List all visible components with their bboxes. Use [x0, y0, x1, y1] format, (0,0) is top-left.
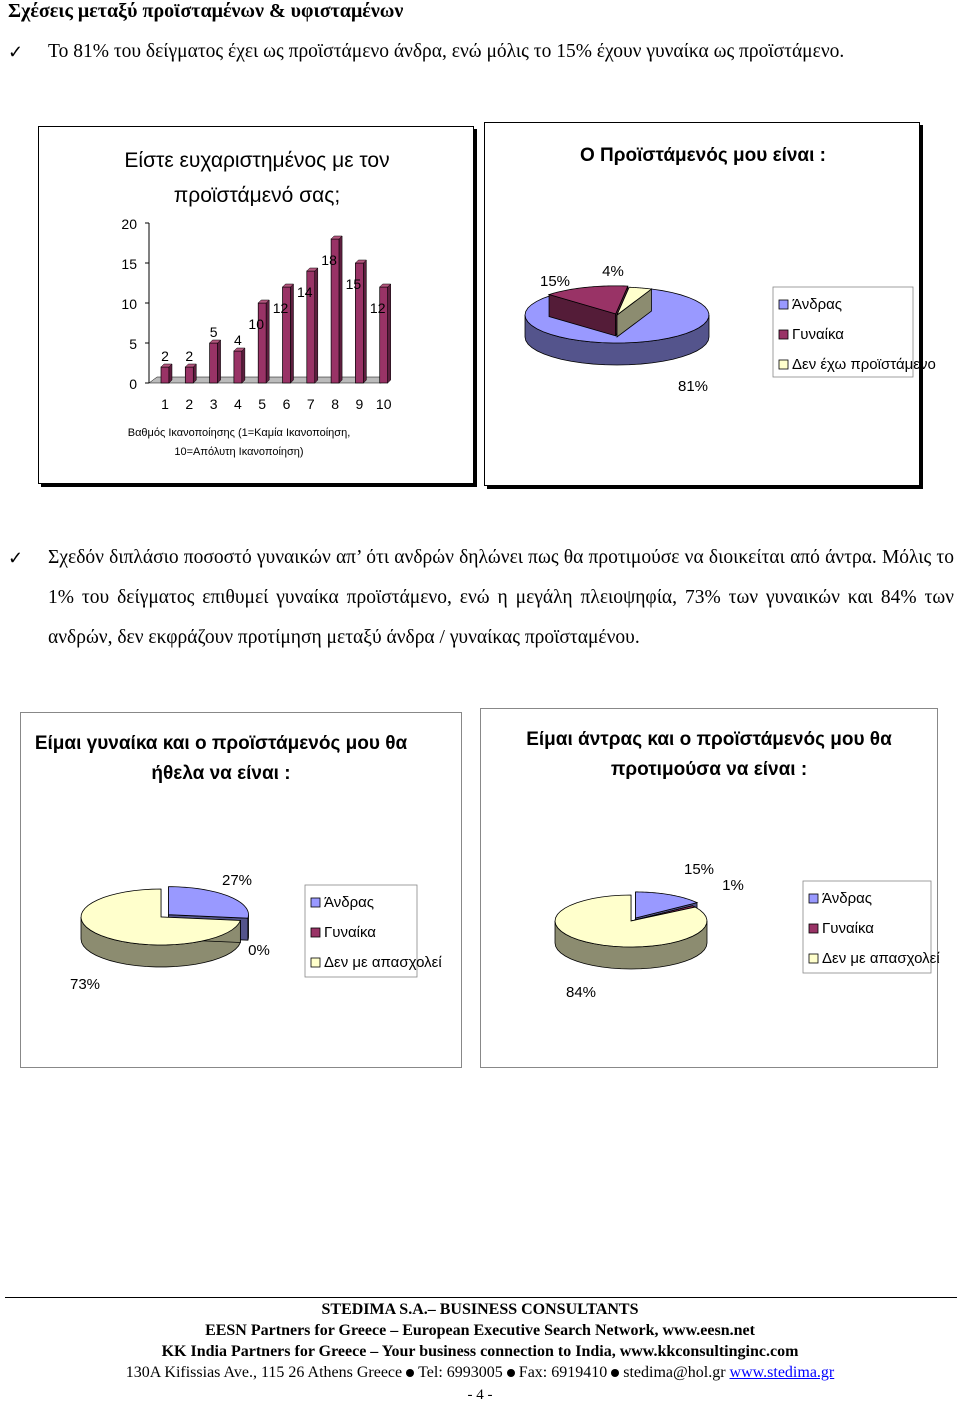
bar-value-label: 12 — [369, 300, 386, 316]
pie-value-label: 15% — [539, 273, 571, 290]
legend-swatch — [809, 954, 818, 963]
pie-value-label: 84% — [565, 984, 597, 1001]
bullet-paragraph-2: Σχεδόν διπλάσιο ποσοστό γυναικών απ’ ότι ανδρών δηλώνει πως θα προτιμούσε να διοικείται από άντρα. Μόλις το 1% του δείγματος επιθυμεί γυναίκα προϊστάμενο, ενώ η μεγάλη πλειοψηφία, 73% των γυναικών και 84% των ανδρών, δεν εκφράζουν προτίμηση μεταξύ άνδρα / γυναίκας προϊσταμένου. — [48, 547, 954, 648]
bar-side — [266, 300, 269, 383]
bar-value-label: 12 — [272, 300, 289, 316]
men-preference-pie-chart — [480, 708, 938, 1068]
y-tick-label: 5 — [129, 336, 137, 352]
bar-side — [315, 268, 318, 383]
legend-swatch — [809, 894, 818, 903]
bar-chart-svg — [39, 127, 473, 483]
y-tick-label: 0 — [129, 376, 137, 392]
bar-value-label: 18 — [321, 252, 337, 268]
satisfaction-bar-chart — [38, 126, 474, 484]
footer-company: STEDIMA S.A.– BUSINESS CONSULTANTS — [321, 1301, 639, 1318]
bar-front — [210, 343, 218, 383]
legend-label: Δεν με απασχολεί — [822, 950, 940, 967]
bar-value-label: 15 — [345, 276, 362, 292]
pie-value-label: 4% — [602, 263, 624, 280]
pie-chart-svg-1 — [485, 123, 936, 485]
footer-tel: Tel: 6993005 — [418, 1364, 503, 1381]
footer-eesn: EESN Partners for Greece – European Executive Search Network, www.eesn.net — [205, 1322, 755, 1339]
bar-value-label: 5 — [209, 324, 218, 340]
legend-swatch — [311, 928, 320, 937]
pie-slice — [169, 887, 249, 919]
chart-title-line: Είμαι άντρας και ο προϊστάμενός μου θα — [526, 729, 892, 750]
bar — [161, 364, 172, 383]
bar-side — [242, 348, 245, 383]
bar-side — [363, 260, 366, 383]
bar-side — [218, 340, 221, 383]
supervisor-gender-pie-chart — [484, 122, 936, 486]
bar-value-label: 2 — [161, 348, 169, 364]
chart-title-line: προτιμούσα να είναι : — [610, 759, 808, 780]
footer-email: stedima@hol.gr — [623, 1364, 726, 1381]
legend-label: Δεν με απασχολεί — [324, 954, 442, 971]
x-tick-label: 8 — [331, 396, 339, 412]
x-tick-label: 5 — [258, 396, 267, 412]
legend-label: Άνδρας — [822, 890, 873, 907]
y-tick-label: 20 — [121, 216, 137, 232]
pie-value-label: 81% — [677, 378, 709, 395]
footer-address: 130A Kifissias Ave., 115 26 Athens Greece — [125, 1364, 403, 1381]
chart-title-line: ήθελα να είναι : — [151, 763, 291, 784]
y-tick-label: 15 — [121, 256, 137, 272]
x-axis-label-line: Βαθμός Ικανοποίησης (1=Καμία Ικανοποίηση, — [127, 427, 351, 439]
bullet-paragraph-1: Το 81% του δείγματος έχει ως προϊστάμενο άνδρα, ενώ μόλις το 15% έχουν γυναίκα ως προϊστάμενο. — [48, 41, 845, 62]
legend-swatch — [779, 300, 788, 309]
legend-swatch — [311, 898, 320, 907]
legend-swatch — [779, 330, 788, 339]
x-tick-label: 9 — [355, 396, 364, 412]
section-heading: Σχέσεις μεταξύ προϊσταμένων & υφισταμένων — [8, 0, 404, 22]
pie-chart-svg-3 — [481, 709, 940, 1067]
x-tick-label: 10 — [375, 396, 392, 412]
legend-label: Άνδρας — [324, 894, 375, 911]
chart-title-line: Είμαι γυναίκα και ο προϊστάμενός μου θα — [34, 733, 408, 754]
x-tick-label: 6 — [282, 396, 291, 412]
legend-label: Γυναίκα — [324, 924, 376, 941]
bar-side — [291, 284, 294, 383]
footer-divider — [5, 1297, 957, 1298]
bar-front — [234, 351, 242, 383]
x-tick-label: 3 — [209, 396, 218, 412]
x-tick-label: 2 — [185, 396, 194, 412]
legend-label: Δεν έχω προϊστάμενο — [792, 356, 936, 373]
bar-front — [185, 367, 193, 383]
footer-website-link[interactable]: www.stedima.gr — [729, 1364, 835, 1381]
pie-value-label: 15% — [683, 861, 715, 878]
x-tick-label: 7 — [306, 396, 315, 412]
bar-value-label: 10 — [248, 316, 264, 332]
legend-label: Γυναίκα — [792, 326, 844, 343]
women-preference-pie-chart — [20, 712, 462, 1068]
checkmark-icon: ✓ — [8, 42, 24, 62]
bar-front — [161, 367, 169, 383]
bar — [210, 340, 221, 383]
footer-kk: KK India Partners for Greece – Your business connection to India, www.kkconsultinginc.com — [161, 1343, 799, 1360]
legend-swatch — [809, 924, 818, 933]
pie-value-label: 0% — [248, 942, 270, 959]
legend-label: Άνδρας — [792, 296, 843, 313]
pie-value-label: 73% — [69, 976, 101, 993]
bar — [234, 348, 245, 383]
bar-value-label: 2 — [185, 348, 194, 364]
bar — [380, 284, 391, 383]
bullet-dot-icon — [507, 1369, 515, 1377]
footer-contact — [0, 1362, 960, 1383]
y-tick-label: 10 — [121, 296, 137, 312]
chart-title-line: προϊστάμενό σας; — [173, 184, 341, 207]
legend-swatch — [779, 360, 788, 369]
footer-fax: Fax: 6919410 — [518, 1364, 608, 1381]
x-tick-label: 4 — [234, 396, 242, 412]
pie-chart-svg-2 — [21, 713, 461, 1067]
bar — [258, 300, 269, 383]
chart-title-line: Είστε ευχαριστημένος με τον — [124, 149, 390, 172]
bar-side — [388, 284, 391, 383]
bar — [185, 364, 196, 383]
page-number: - 4 - — [467, 1387, 493, 1403]
bar-value-label: 14 — [297, 284, 313, 300]
chart-title: Ο Προϊστάμενός μου είναι : — [579, 145, 827, 166]
x-axis-label-line: 10=Απόλυτη Ικανοποίηση) — [174, 446, 304, 458]
checkmark-icon: ✓ — [8, 548, 24, 568]
bar-side — [339, 236, 342, 383]
bar-front — [258, 303, 266, 383]
legend-swatch — [311, 958, 320, 967]
x-tick-label: 1 — [161, 396, 169, 412]
bar-value-label: 4 — [234, 332, 242, 348]
bullet-dot-icon — [611, 1369, 619, 1377]
bar — [283, 284, 294, 383]
bullet-dot-icon — [406, 1369, 414, 1377]
pie-value-label: 27% — [221, 872, 253, 889]
legend-label: Γυναίκα — [822, 920, 874, 937]
pie-value-label: 1% — [722, 877, 744, 894]
